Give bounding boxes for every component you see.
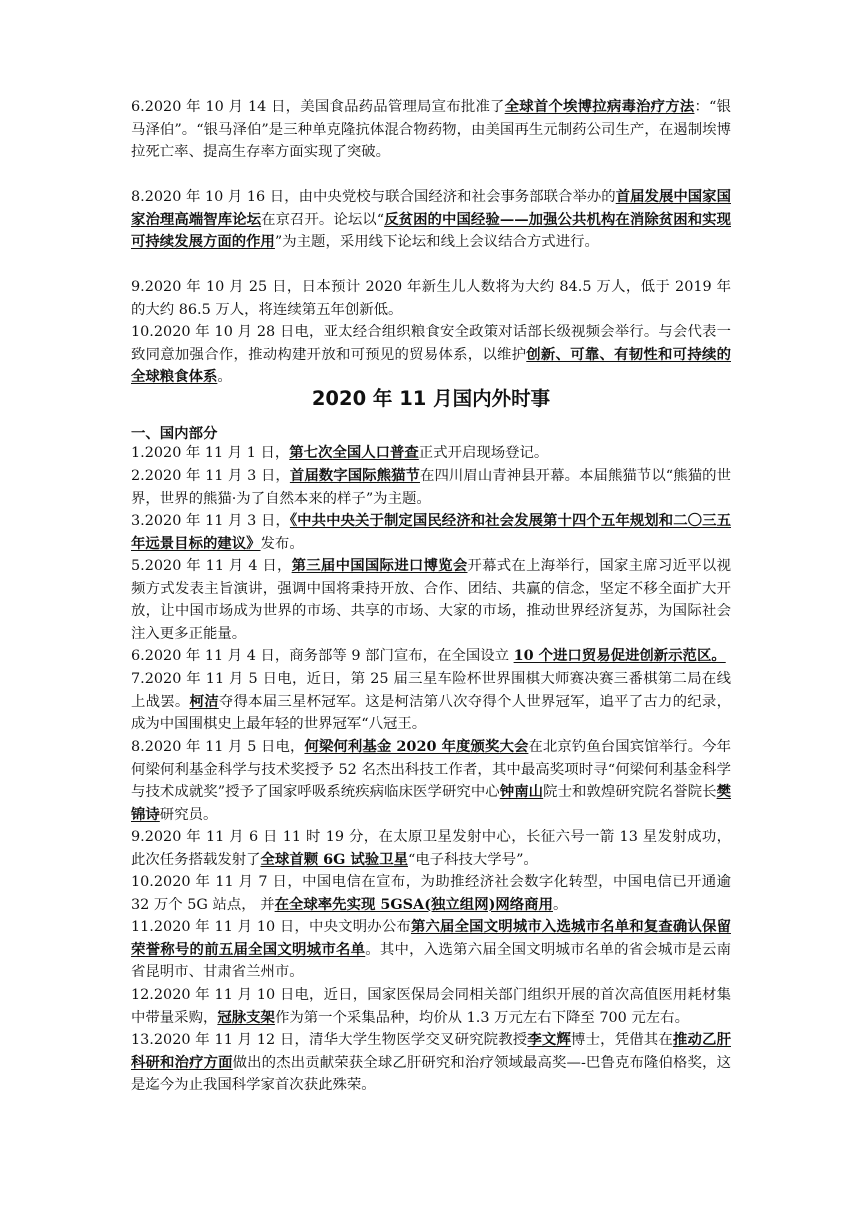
item-text: 6.2020 年 11 月 4 日，商务部等 9 部门宣布，在全国设立 <box>131 648 514 664</box>
item-text: 12.2020 年 11 月 10 日电，近日，国家医保局会同相关部门组织开展的首次高值医用耗材集中带量采购， <box>131 987 731 1026</box>
news-item-n8 <box>131 736 731 826</box>
item-text: 8.2020 年 10 月 16 日，由中央党校与联合国经济和社会事务部联合举办的 <box>131 189 616 205</box>
item-text: 研究员。 <box>159 806 218 823</box>
page-title: 2020 年 11 月国内外时事 <box>311 387 551 410</box>
highlighted-term: 全球首个埃博拉病毒治疗方法 <box>504 98 695 115</box>
item-text: 做出的杰出贡献荣获全球乙肝研究和治疗领域最高奖—-巴鲁克布隆伯格奖，这是迄今为止我国科学家首次获此殊荣。 <box>131 1054 731 1094</box>
news-item-n10 <box>131 871 731 916</box>
highlighted-term: 第七次全国人口普查 <box>289 444 419 461</box>
news-item-n6 <box>131 645 731 668</box>
item-text: 13.2020 年 11 月 12 日，清华大学生物医学交叉研究院教授 <box>131 1032 528 1048</box>
item-text: 6.2020 年 10 月 14 日，美国食品药品管理局宣布批准了 <box>131 99 505 115</box>
news-item-n12 <box>131 984 731 1029</box>
highlighted-term: 反贫困的中国经验——加强公共机构在消除贫困和实现可持续发展方面的作用 <box>131 210 731 251</box>
item-text: 5.2020 年 11 月 4 日， <box>131 558 292 574</box>
news-item-n7 <box>131 668 731 736</box>
news-item-n3 <box>131 510 731 555</box>
section-heading: 一、国内部分 <box>131 425 218 442</box>
item-text: 。其中，入选第六届全国文明城市名单的省会城市是云南省昆明市、甘肃省兰州市。 <box>131 941 731 981</box>
highlighted-term: 何梁何利基金 2020 年度颁奖大会 <box>304 738 529 755</box>
item-text: 在北京钓鱼台国宾馆举行。今年何梁何利基金科学与技术奖授予 52 名杰出科技工作者，其中最高奖项时寻“何梁何利基金科学与技术成就奖”授予了国家呼吸系统疾病临床医学研究中心 <box>131 739 731 801</box>
highlighted-term: 钟南山 <box>499 783 544 801</box>
highlighted-term: 首届数字国际熊猫节 <box>289 467 421 484</box>
highlighted-term: 全球首颗 6G 试验卫星 <box>260 850 408 868</box>
item-text: ：“银马泽伯”。“银马泽伯”是三种单克隆抗体混合物药物，由美国再生元制药公司生产，在遏制埃博拉死亡率、提高生存率方面实现了突破。 <box>131 99 731 161</box>
item-text: 9.2020 年 10 月 25 日，日本预计 2020 年新生儿人数将为大约 84.5 万人，低于 2019 年的大约 86.5 万人，将连续第五年创新低。 <box>131 279 731 318</box>
item-text: 10.2020 年 10 月 28 日电，亚太经合组织粮食安全政策对话部长级视频会举行。与会代表一致同意加强合作，推动构建开放和可预见的贸易体系，以维护 <box>131 324 731 363</box>
news-item-n5 <box>131 555 731 645</box>
item-text: 夺得本届三星杯冠军。这是柯洁第八次夺得个人世界冠军，追平了古力的纪录，成为中国围棋史上最年轻的世界冠军“八冠王。 <box>131 693 731 733</box>
highlighted-term: 第三届中国国际进口博览会 <box>291 557 468 574</box>
item-text: ”为主题，采用线下论坛和线上会议结合方式进行。 <box>274 234 599 251</box>
highlighted-term: 在全球率先实现 5GSA(独立组网)网络商用 <box>274 895 553 913</box>
news-item-p10 <box>131 321 731 389</box>
item-text: 3.2020 年 11 月 3 日， <box>131 513 290 529</box>
item-text: 发布。 <box>260 535 304 552</box>
news-item-n2 <box>131 465 731 510</box>
highlighted-term: 创新、可靠、有韧性和可持续的全球粮食体系 <box>131 345 731 386</box>
item-text: 在四川眉山青神县开幕。本届熊猫节以“熊猫的世界，世界的熊猫·为了自然本来的样子”为主题。 <box>131 468 731 507</box>
highlighted-term: 10 个进口贸易促进创新示范区。 <box>513 647 726 664</box>
item-text: 。 <box>217 369 232 386</box>
item-text: 2.2020 年 11 月 3 日， <box>131 468 290 484</box>
highlighted-term: 第六届全国文明城市入选城市名单和复查确认保留荣誉称号的前五届全国文明城市名单 <box>131 918 731 958</box>
news-item-n1 <box>131 442 731 465</box>
news-item-n13 <box>131 1029 731 1097</box>
item-text: 9.2020 年 11 月 6 日 11 时 19 分，在太原卫星发射中心，长征六号一箭 13 星发射成功，此次任务搭载发射了 <box>131 829 731 868</box>
item-text: 院士和敦煌研究院名誉院长 <box>543 784 717 801</box>
news-item-n9 <box>131 826 731 871</box>
item-text: “电子科技大学号”。 <box>407 851 538 868</box>
highlighted-term: 推动乙肝科研和治疗方面 <box>131 1031 731 1071</box>
item-text: 作为第一个采集品种，均价从 1.3 万元左右下降至 700 元左右。 <box>274 1009 689 1026</box>
item-text: 1.2020 年 11 月 1 日， <box>131 445 290 461</box>
item-text: 在京召开。论坛以“ <box>261 211 385 228</box>
news-item-n11 <box>131 916 731 984</box>
item-text: 开幕式在上海举行，国家主席习近平以视频方式发表主旨演讲，强调中国将秉持开放、合作、团结、共赢的信念，坚定不移全面扩大开放，让中国市场成为世界的市场、共享的市场、大家的市场，推动世界经济复苏，为国际社会注入更多正能量。 <box>131 558 731 642</box>
highlighted-term: 樊锦诗 <box>131 783 731 823</box>
highlighted-term: 柯洁 <box>189 692 219 710</box>
item-text: 博士，凭借其在 <box>571 1032 673 1048</box>
highlighted-term: 《中共中央关于制定国民经济和社会发展第十四个五年规划和二〇三五年远景目标的建议》 <box>131 512 731 552</box>
item-text: 8.2020 年 11 月 5 日电， <box>131 739 305 755</box>
item-text: 。 <box>552 896 568 913</box>
item-text: 11.2020 年 11 月 10 日，中央文明办公布 <box>131 919 411 935</box>
news-item-p8 <box>131 186 731 254</box>
highlighted-term: 首届发展中国家国家治理高端智库论坛 <box>131 188 731 228</box>
item-text: 7.2020 年 11 月 5 日电，近日，第 25 届三星车险杯世界围棋大师赛决赛三番棋第二局在线上战罢。 <box>131 671 731 710</box>
item-text: 10.2020 年 11 月 7 日，中国电信在宣布，为助推经济社会数字化转型，中国电信已开通逾 32 万个 5G 站点， 并 <box>131 874 731 913</box>
item-text: 正式开启现场登记。 <box>418 445 549 461</box>
news-item-p6 <box>131 96 731 164</box>
highlighted-term: 李文辉 <box>527 1031 572 1048</box>
highlighted-term: 冠脉支架 <box>217 1008 275 1026</box>
news-item-p9 <box>131 276 731 321</box>
